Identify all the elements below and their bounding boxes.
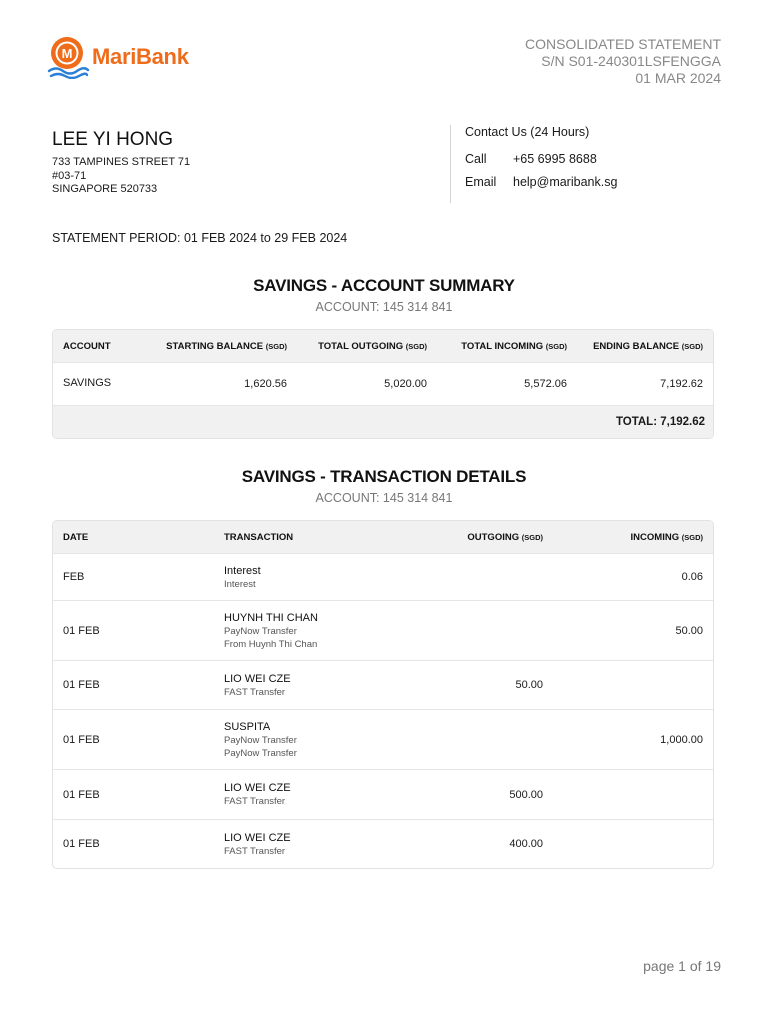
tx-title: Interest: [224, 564, 261, 577]
starting-balance: 1,620.56: [244, 378, 287, 390]
vertical-divider: [450, 125, 451, 203]
customer-address-line: 733 TAMPINES STREET 71: [52, 156, 191, 168]
header-starting-balance: STARTING BALANCE (SGD): [166, 340, 287, 352]
tx-date: 01 FEB: [63, 624, 100, 637]
header-ending-balance: ENDING BALANCE (SGD): [593, 340, 703, 352]
transactions-header-row: [53, 521, 713, 553]
tx-subtitle: Interest: [224, 578, 256, 590]
statement-period: STATEMENT PERIOD: 01 FEB 2024 to 29 FEB 2024: [52, 231, 348, 245]
account-name: SAVINGS: [63, 377, 112, 389]
tx-description: [214, 832, 414, 857]
maribank-logo-icon: [46, 35, 90, 79]
contact-call-row: [465, 152, 617, 166]
total-incoming: 5,572.06: [524, 378, 567, 390]
page-number: page 1 of 19: [643, 958, 721, 974]
customer-address-line: SINGAPORE 520733: [52, 183, 158, 195]
table-row: [53, 660, 713, 709]
tx-date: 01 FEB: [63, 788, 100, 801]
header-outgoing: OUTGOING (SGD): [467, 531, 543, 543]
statement-header: [525, 36, 721, 87]
statement-type: CONSOLIDATED STATEMENT: [524, 36, 721, 52]
tx-title: LIO WEI CZE: [224, 831, 291, 844]
total-outgoing: 5,020.00: [384, 378, 427, 390]
tx-title: HUYNH THI CHAN: [224, 611, 318, 624]
maribank-logo: [46, 35, 189, 79]
summary-account: ACCOUNT: 145 314 841: [315, 300, 453, 314]
tx-outgoing: 50.00: [515, 679, 543, 691]
call-value[interactable]: +65 6995 8688: [513, 152, 597, 166]
contact-title: Contact Us (24 Hours): [465, 125, 590, 139]
summary-table: [52, 329, 714, 439]
customer-name: LEE YI HONG: [52, 129, 174, 150]
contact-email-row: [465, 175, 617, 189]
tx-date: 01 FEB: [63, 838, 100, 850]
summary-row: [53, 362, 713, 405]
tx-incoming: 1,000.00: [660, 733, 703, 746]
table-row: [53, 769, 713, 819]
tx-description: [214, 721, 414, 759]
call-label: Call: [465, 152, 487, 166]
table-row: [53, 600, 713, 660]
tx-incoming: 0.06: [681, 571, 703, 583]
tx-description: [214, 612, 414, 650]
tx-description: [214, 565, 414, 590]
header-account: ACCOUNT: [63, 340, 111, 352]
table-row: [53, 553, 713, 600]
tx-title: LIO WEI CZE: [224, 782, 291, 794]
details-title: SAVINGS - TRANSACTION DETAILS: [241, 467, 527, 486]
brand-name: MariBank: [92, 44, 189, 69]
table-row: [53, 819, 713, 868]
tx-description: [214, 782, 414, 807]
customer-block: [52, 129, 190, 197]
header-total-incoming: TOTAL INCOMING (SGD): [461, 340, 567, 352]
tx-subtitle: From Huynh Thi Chan: [224, 638, 318, 650]
transactions-table: [52, 520, 714, 869]
tx-date: FEB: [63, 571, 85, 583]
statement-serial: S/N S01-240301LSFENGGA: [541, 53, 721, 69]
header-incoming: INCOMING (SGD): [630, 531, 703, 543]
table-row: [53, 709, 713, 769]
customer-address-line: #03-71: [52, 169, 87, 182]
tx-date: 01 FEB: [63, 679, 100, 691]
details-account: ACCOUNT: 145 314 841: [315, 491, 453, 505]
ending-balance: 7,192.62: [660, 378, 703, 390]
summary-title: SAVINGS - ACCOUNT SUMMARY: [253, 276, 515, 295]
header-date: DATE: [63, 531, 89, 543]
tx-outgoing: 400.00: [509, 838, 543, 850]
tx-incoming: 50.00: [675, 624, 703, 637]
tx-outgoing: 500.00: [509, 788, 543, 801]
tx-subtitle: PayNow Transfer: [224, 747, 297, 759]
tx-description: [214, 673, 414, 698]
tx-title: SUSPITA: [224, 720, 271, 733]
contact-block: [465, 125, 617, 198]
header-total-outgoing: TOTAL OUTGOING (SGD): [318, 340, 427, 352]
logo-letter: M: [61, 46, 73, 61]
header-transaction: TRANSACTION: [224, 531, 294, 543]
email-label: Email: [465, 175, 497, 189]
summary-total: TOTAL: 7,192.62: [53, 405, 713, 438]
tx-subtitle: FAST Transfer: [224, 796, 286, 807]
tx-subtitle: PayNow Transfer: [224, 625, 297, 637]
tx-title: LIO WEI CZE: [224, 672, 291, 685]
tx-subtitle: PayNow Transfer: [224, 734, 297, 746]
summary-header-row: [53, 330, 713, 362]
tx-date: 01 FEB: [63, 733, 100, 746]
email-value[interactable]: help@maribank.sg: [513, 175, 618, 189]
tx-subtitle: FAST Transfer: [224, 686, 286, 698]
tx-subtitle: FAST Transfer: [224, 845, 286, 857]
statement-date: 01 MAR 2024: [635, 70, 721, 86]
